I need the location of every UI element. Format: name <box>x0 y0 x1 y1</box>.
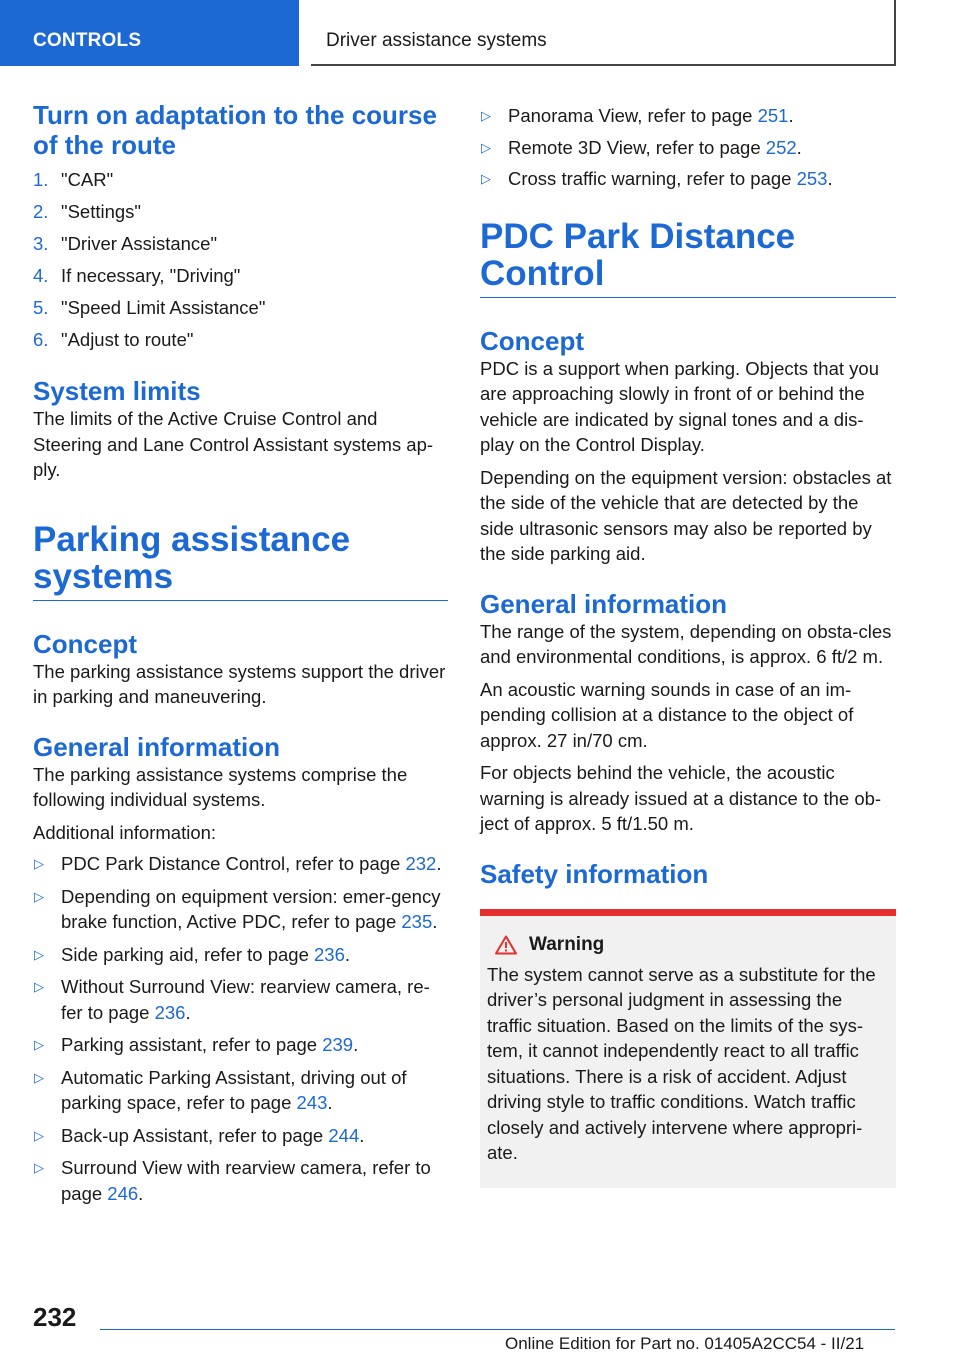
triangle-bullet-icon: ▷ <box>481 171 491 186</box>
page-link[interactable]: 236 <box>314 943 345 965</box>
page-number: 232 <box>33 1302 77 1332</box>
pdc-concept-text-2: Depending on the equipment version: obstacles at the side of the vehicle that are detected by the side ultrasonic sensors may also be reported by the side parking aid. <box>480 466 892 564</box>
page-link[interactable]: 244 <box>328 1124 360 1146</box>
page-link[interactable]: 253 <box>796 168 828 189</box>
list-item: ▷ Depending on equipment version: emer‐gency brake function, Active PDC, refer to page 235. <box>34 885 441 932</box>
page-link[interactable]: 251 <box>757 105 789 126</box>
pdc-general-text-1: The range of the system, depending on obsta‐cles and environmental conditions, is approx. 6 ft/2 m. <box>480 620 892 667</box>
step-item <box>33 324 448 356</box>
step-text: "Adjust to route" <box>61 329 194 350</box>
views-list <box>480 103 896 192</box>
step-number: 3. <box>33 233 49 254</box>
list-item: ▷ Automatic Parking Assistant, driving out of parking space, refer to page 243. <box>34 1066 407 1113</box>
list-item: ▷ PDC Park Distance Control, refer to page 232. <box>33 851 448 877</box>
step-number: 2. <box>33 201 49 222</box>
step-item <box>33 228 448 260</box>
triangle-bullet-icon: ▷ <box>34 1127 44 1143</box>
pdc-concept-text-1: PDC is a support when parking. Objects that you are approaching slowly in front of or behind the vehicle are indicated by signal tones and a dis‐play on the Control Display. <box>480 357 879 455</box>
limits-heading: System limits <box>33 376 201 406</box>
pdc-concept-heading: Concept <box>480 325 584 356</box>
warning-box <box>480 909 896 1188</box>
page-link[interactable]: 246 <box>107 1182 139 1204</box>
footer-edition: Online Edition for Part no. 01405A2CC54 - II/21 <box>505 1334 865 1353</box>
page-link[interactable]: 243 <box>296 1092 328 1113</box>
step-number: 4. <box>33 265 49 286</box>
triangle-bullet-icon: ▷ <box>34 1160 44 1175</box>
warning-text: The system cannot serve as a substitute for the driver’s personal judgment in assessing the traffic situation. Based on the limits of the sys‐tem, it cannot independently react to all traffic situations. There is a risk of accident. Adjust driving style to traffic conditions. Watch traffic closely and actively intervene where appropri‐ate. <box>487 963 876 1163</box>
page-link[interactable]: 252 <box>765 136 797 158</box>
warning-title-row <box>487 934 889 956</box>
list-item: ▷ Without Surround View: rearview camera, re‐fer to page 236. <box>34 976 430 1023</box>
header-section-label: CONTROLS <box>33 30 142 51</box>
step-item <box>33 164 448 196</box>
concept-text: The parking assistance systems support the driver in parking and maneuvering. <box>33 660 446 707</box>
step-number: 6. <box>33 329 49 350</box>
step-number: 1. <box>33 169 49 190</box>
pdc-general-heading: General information <box>480 588 728 619</box>
general-text: The parking assistance systems comprise the following individual systems. <box>33 763 408 810</box>
header-chapter-box <box>311 0 896 66</box>
page-link[interactable]: 239 <box>322 1034 354 1055</box>
triangle-bullet-icon: ▷ <box>34 888 44 904</box>
triangle-bullet-icon: ▷ <box>34 946 44 962</box>
steps-list <box>33 164 448 356</box>
general-heading: General information <box>33 731 281 762</box>
pdc-general-text-2: An acoustic warning sounds in case of an im‐pending collision at a distance to the object of approx. 27 in/70 cm. <box>480 678 854 751</box>
page-link[interactable]: 232 <box>405 853 437 874</box>
pdc-general-text-3: For objects behind the vehicle, the acoustic warning is already issued at a distance to the ob‐ject of approx. 5 ft/1.50 m. <box>480 762 882 834</box>
list-item: ▷ Panorama View, refer to page 251. <box>480 103 896 129</box>
triangle-bullet-icon: ▷ <box>481 139 491 155</box>
footer-divider <box>100 1329 895 1330</box>
triangle-bullet-icon: ▷ <box>34 1069 44 1085</box>
list-item: ▷ Side parking aid, refer to page 236. <box>33 942 448 968</box>
triangle-bullet-icon: ▷ <box>34 856 44 871</box>
safety-heading: Safety information <box>480 858 709 889</box>
header-section-tab <box>0 0 299 66</box>
step-item <box>33 196 448 228</box>
list-item: ▷ Parking assistant, refer to page 239. <box>33 1032 448 1058</box>
concept-heading: Concept <box>33 628 137 659</box>
step-text: "Settings" <box>61 201 141 222</box>
triangle-bullet-icon: ▷ <box>34 1037 44 1052</box>
warning-triangle-icon <box>495 935 517 955</box>
adapt-heading: Turn on adaptation to the course of the route <box>33 100 437 160</box>
triangle-bullet-icon: ▷ <box>481 108 491 123</box>
header-chapter-label: Driver assistance systems <box>326 30 547 51</box>
list-item: ▷ Cross traffic warning, refer to page 253. <box>480 166 896 192</box>
list-item: ▷ Remote 3D View, refer to page 252. <box>480 135 896 161</box>
list-item: ▷ Back-up Assistant, refer to page 244. <box>33 1123 448 1149</box>
step-number: 5. <box>33 297 49 318</box>
page-link[interactable]: 235 <box>401 911 433 932</box>
page-link[interactable]: 236 <box>154 1001 186 1023</box>
step-text: "Speed Limit Assistance" <box>61 297 266 318</box>
step-text: "Driver Assistance" <box>61 233 218 254</box>
list-item: ▷ Surround View with rearview camera, refer to page 246. <box>34 1157 431 1204</box>
right-column <box>480 100 896 1188</box>
triangle-bullet-icon: ▷ <box>34 979 44 994</box>
systems-list <box>33 851 448 1206</box>
left-column <box>33 100 448 1213</box>
step-text: "CAR" <box>61 169 114 190</box>
limits-text: The limits of the Active Cruise Control and Steering and Lane Control Assistant systems ap‐ply. <box>33 408 434 480</box>
pdc-heading: PDC Park Distance Control <box>480 218 896 298</box>
warning-title: Warning <box>529 933 605 955</box>
parking-heading: Parking assistance systems <box>33 521 448 601</box>
step-item <box>33 292 448 324</box>
step-item <box>33 260 448 292</box>
additional-text: Additional information: <box>33 821 217 843</box>
step-text: If necessary, "Driving" <box>61 265 241 286</box>
